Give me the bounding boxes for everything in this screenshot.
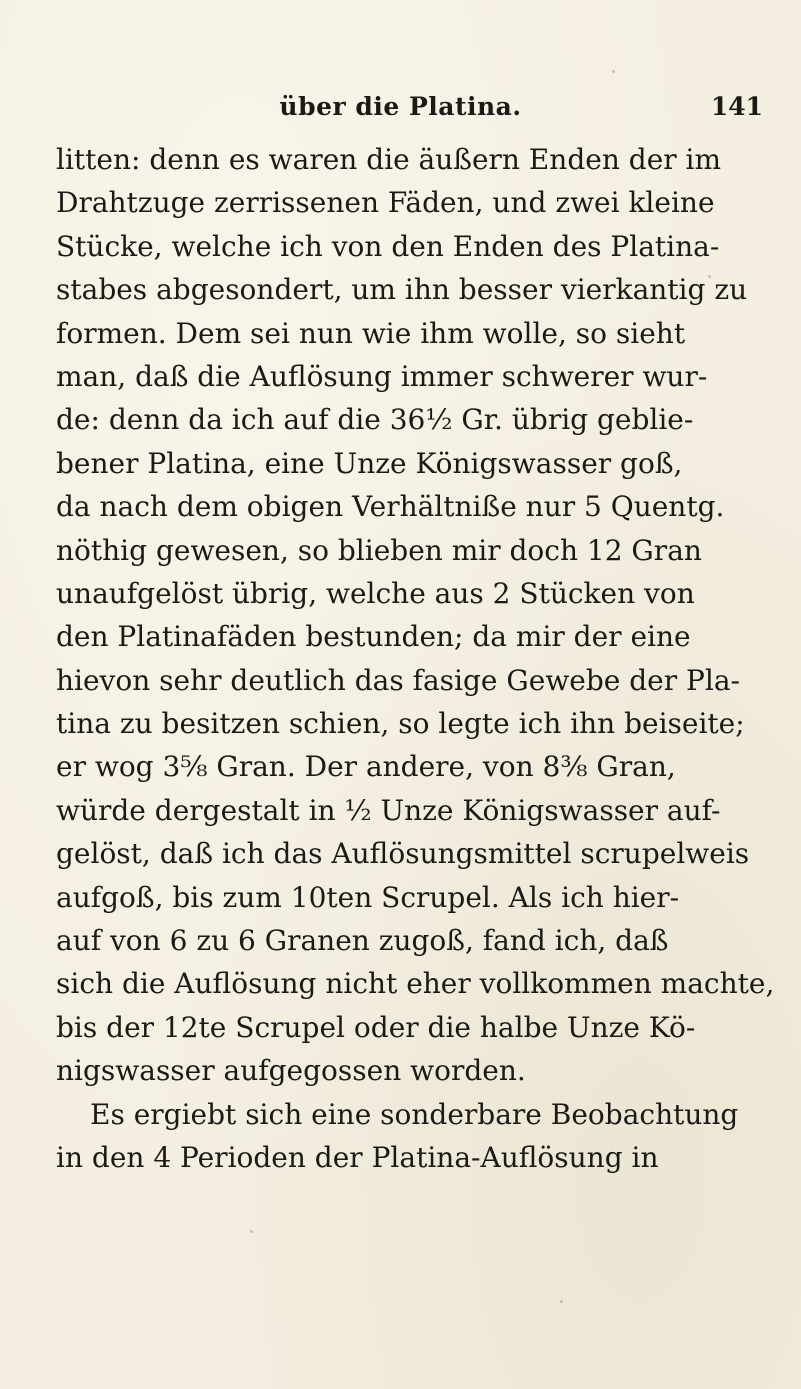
paper-speck <box>560 1300 563 1303</box>
text-line: Drahtzuge zerrissenen Fäden, und zwei kleine <box>56 186 715 220</box>
text-line-paragraph-start: Es ergiebt sich eine sonderbare Beobachtung <box>90 1097 739 1131</box>
text-line: aufgoß, bis zum 10ten Scrupel. Als ich hier- <box>56 880 680 914</box>
text-line: bener Platina, eine Unze Königswasser goß, <box>56 446 683 480</box>
text-line: de: denn da ich auf die 36½ Gr. übrig geblie- <box>56 403 694 437</box>
running-head: über die Platina. <box>279 92 522 121</box>
text-line: man, daß die Auflösung immer schwerer wur- <box>56 359 708 393</box>
page-number: 141 <box>710 92 763 121</box>
text-line: stabes abgesondert, um ihn besser vierkantig zu <box>56 273 748 307</box>
text-line: unaufgelöst übrig, welche aus 2 Stücken von <box>56 576 695 610</box>
paper-speck <box>612 70 615 73</box>
text-line: in den 4 Perioden der Platina-Auflösung in <box>56 1140 659 1174</box>
text-line: auf von 6 zu 6 Granen zugoß, fand ich, daß <box>56 924 669 958</box>
text-line: würde dergestalt in ½ Unze Königswasser auf- <box>56 793 721 827</box>
text-line: nigswasser aufgegossen worden. <box>56 1054 526 1088</box>
text-line: nöthig gewesen, so blieben mir doch 12 Gran <box>56 533 702 567</box>
text-line: er wog 3⅝ Gran. Der andere, von 8⅜ Gran, <box>56 750 676 784</box>
paper-speck <box>250 1230 253 1233</box>
text-line: bis der 12te Scrupel oder die halbe Unze Kö- <box>56 1010 696 1044</box>
text-line: litten: denn es waren die äußern Enden der im <box>56 143 722 176</box>
paper-speck <box>708 275 711 278</box>
text-line: tina zu besitzen schien, so legte ich ihn beiseite; <box>56 707 745 741</box>
text-line: formen. Dem sei nun wie ihm wolle, so sieht <box>56 316 686 350</box>
text-line: hievon sehr deutlich das fasige Gewebe der Pla- <box>56 663 740 697</box>
text-line: den Platinafäden bestunden; da mir der eine <box>56 620 691 654</box>
text-line: sich die Auflösung nicht eher vollkommen machte, <box>56 967 775 1001</box>
body-text <box>56 138 786 1179</box>
text-line: Stücke, welche ich von den Enden des Platina- <box>56 229 720 263</box>
text-line: da nach dem obigen Verhältniße nur 5 Quentg. <box>56 490 725 524</box>
page-header <box>0 92 801 132</box>
text-line: gelöst, daß ich das Auflösungsmittel scrupelweis <box>56 837 750 871</box>
